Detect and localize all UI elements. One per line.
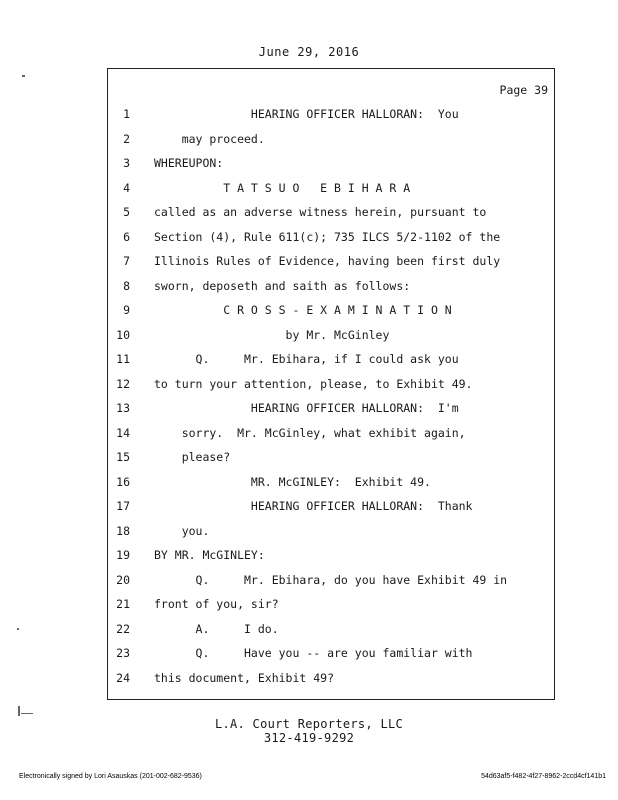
transcript-line	[108, 254, 554, 274]
line-text: please?	[154, 450, 231, 464]
line-number: 23	[116, 646, 130, 660]
line-text: front of you, sir?	[154, 597, 279, 611]
line-number: 3	[123, 156, 130, 170]
line-text: C R O S S - E X A M I N A T I O N	[154, 303, 452, 317]
transcript-line	[108, 328, 554, 348]
transcript-line	[108, 279, 554, 299]
transcript-line	[108, 426, 554, 446]
line-text: sworn, deposeth and saith as follows:	[154, 278, 411, 293]
line-number: 15	[116, 450, 130, 464]
transcript-line	[108, 156, 554, 176]
line-text: HEARING OFFICER HALLORAN: Thank	[154, 499, 473, 513]
line-text: Section (4), Rule 611(c); 735 ILCS 5/2-1102 of the	[154, 229, 501, 244]
firm-phone: 312-419-9292	[263, 731, 355, 745]
line-number: 14	[116, 425, 130, 440]
line-number: 6	[123, 229, 130, 244]
line-number: 9	[123, 303, 130, 317]
line-text: BY MR. McGINLEY:	[154, 548, 265, 562]
transcript-line	[108, 499, 554, 519]
line-text: this document, Exhibit 49?	[154, 670, 335, 685]
line-text: A. I do.	[154, 621, 279, 636]
line-number: 2	[123, 131, 130, 146]
transcript-line	[108, 230, 554, 250]
line-number: 5	[123, 205, 130, 219]
scan-speck	[21, 713, 33, 714]
line-number: 13	[116, 401, 130, 415]
line-number: 4	[123, 180, 130, 195]
page-number: Page 39	[499, 83, 548, 97]
scan-speck	[18, 706, 20, 716]
line-text: Q. Have you -- are you familiar with	[154, 646, 473, 660]
line-text: Illinois Rules of Evidence, having been first duly	[154, 254, 501, 268]
line-number: 8	[123, 278, 130, 293]
line-number: 19	[116, 548, 130, 562]
line-text: T A T S U O E B I H A R A	[154, 180, 411, 195]
court-reporter-footer	[0, 717, 618, 745]
line-number: 17	[116, 499, 130, 513]
line-number: 22	[116, 621, 130, 636]
transcript-line	[108, 132, 554, 152]
transcript-line	[108, 303, 554, 323]
transcript-line	[108, 573, 554, 593]
scan-speck	[22, 75, 25, 77]
line-number: 16	[116, 474, 130, 489]
line-text: you.	[154, 523, 210, 538]
transcript-line	[108, 352, 554, 372]
line-text: sorry. Mr. McGinley, what exhibit again,	[154, 425, 466, 440]
line-text: to turn your attention, please, to Exhibit 49.	[154, 376, 473, 391]
transcript-line	[108, 181, 554, 201]
header-date: June 29, 2016	[258, 45, 360, 59]
line-text: called as an adverse witness herein, pursuant to	[154, 205, 487, 219]
electronic-signature: Electronically signed by Lori Asauskas (201-002-682-9536)	[19, 773, 202, 780]
transcript-line	[108, 377, 554, 397]
line-number: 7	[123, 254, 130, 268]
line-text: by Mr. McGinley	[154, 327, 390, 342]
line-text: WHEREUPON:	[154, 156, 224, 170]
transcript-line	[108, 450, 554, 470]
transcript-line	[108, 646, 554, 666]
transcript-line	[108, 671, 554, 691]
transcript-page	[107, 68, 555, 700]
transcript-line	[108, 107, 554, 127]
line-number: 1	[123, 107, 130, 121]
line-text: Q. Mr. Ebihara, do you have Exhibit 49 in	[154, 572, 508, 587]
transcript-line	[108, 401, 554, 421]
line-text: may proceed.	[154, 131, 265, 146]
transcript-line	[108, 548, 554, 568]
line-number: 20	[116, 572, 130, 587]
transcript-line	[108, 597, 554, 617]
line-number: 24	[116, 670, 130, 685]
line-number: 12	[116, 376, 130, 391]
line-text: MR. McGINLEY: Exhibit 49.	[154, 474, 431, 489]
line-text: HEARING OFFICER HALLORAN: I'm	[154, 401, 459, 415]
scan-speck	[17, 628, 19, 630]
line-text: Q. Mr. Ebihara, if I could ask you	[154, 352, 459, 366]
line-number: 21	[116, 597, 130, 611]
transcript-line	[108, 475, 554, 495]
line-number: 10	[116, 327, 130, 342]
transcript-line	[108, 622, 554, 642]
line-number: 18	[116, 523, 130, 538]
transcript-line	[108, 524, 554, 544]
firm-name: L.A. Court Reporters, LLC	[214, 717, 404, 731]
line-text: HEARING OFFICER HALLORAN: You	[154, 107, 459, 121]
transcript-line	[108, 205, 554, 225]
line-number: 11	[116, 352, 130, 366]
document-id: 54d63af5-f482-4f27-8962-2ccd4cf141b1	[481, 773, 606, 780]
